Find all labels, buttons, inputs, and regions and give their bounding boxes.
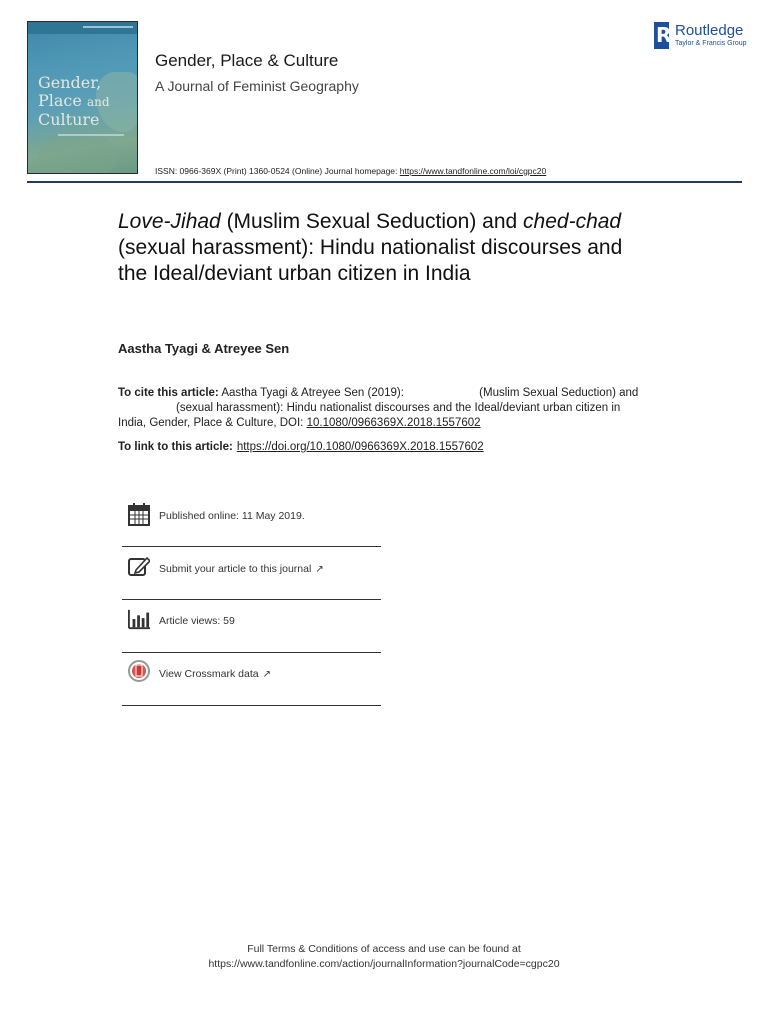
article-doi-url[interactable]: https://doi.org/10.1080/0966369X.2018.1557602 [236, 441, 484, 453]
publisher-group: Taylor & Francis Group [675, 40, 747, 47]
divider [122, 652, 381, 653]
submit-article-link[interactable]: Submit your article to this journal [159, 563, 312, 575]
footer-terms: Full Terms & Conditions of access and use can be found at [247, 943, 521, 955]
article-title: Love-Jihad (Muslim Sexual Seduction) and ched-chad (sexual harassment): Hindu nationalist discourses and the Ideal/deviant urban citizen in India [118, 210, 623, 285]
calendar-icon [128, 502, 150, 526]
external-link-icon: ↗ [262, 669, 271, 680]
crossmark-link[interactable]: View Crossmark data [159, 668, 259, 680]
publisher-name: Routledge [675, 22, 744, 39]
issn-line: ISSN: 0966-369X (Print) 1360-0524 (Online) Journal homepage: https://www.tandfonline.com/loi/cgpc20 [155, 166, 547, 176]
views-row [122, 607, 381, 647]
article-link-line: To link to this article: https://doi.org/10.1080/0966369X.2018.1557602 [118, 441, 484, 453]
divider [122, 546, 381, 547]
published-row [122, 502, 381, 542]
external-link-icon: ↗ [315, 564, 324, 575]
routledge-mark-icon: R [656, 23, 672, 47]
cover-title: Gender, Place and Culture [38, 73, 110, 129]
crossmark-icon [127, 660, 151, 688]
footer-url[interactable]: https://www.tandfonline.com/action/journalInformation?journalCode=cgpc20 [208, 958, 560, 970]
journal-cover-image [27, 21, 138, 174]
article-views: Article views: 59 [159, 615, 235, 627]
cover-landscape [38, 132, 118, 174]
journal-homepage-link[interactable]: https://www.tandfonline.com/loi/cgpc20 [399, 166, 547, 176]
crossmark-row[interactable] [122, 660, 381, 700]
cover-top-band [28, 22, 137, 34]
submit-row[interactable] [122, 555, 381, 595]
edit-icon [128, 555, 150, 579]
divider [122, 599, 381, 600]
cover-footer-line [58, 134, 124, 136]
doi-link[interactable]: 10.1080/0966369X.2018.1557602 [306, 417, 481, 429]
article-authors: Aastha Tyagi & Atreyee Sen [118, 341, 290, 356]
cover-header-line [83, 26, 133, 28]
journal-subtitle: A Journal of Feminist Geography [155, 78, 359, 94]
divider [122, 705, 381, 706]
citation-block: To cite this article: Aastha Tyagi & Atreyee Sen (2019): (Muslim Sexual Seduction) and (sexual harassment): Hindu nationalist discourses and the Ideal/deviant urban citizen in India, Gender, Place & Culture, DOI: 10.1080/0966369X.2018.1557602 [118, 387, 639, 429]
header-divider [27, 181, 742, 183]
published-date: Published online: 11 May 2019. [159, 510, 305, 522]
bar-chart-icon [128, 607, 150, 631]
journal-title: Gender, Place & Culture [155, 51, 339, 70]
